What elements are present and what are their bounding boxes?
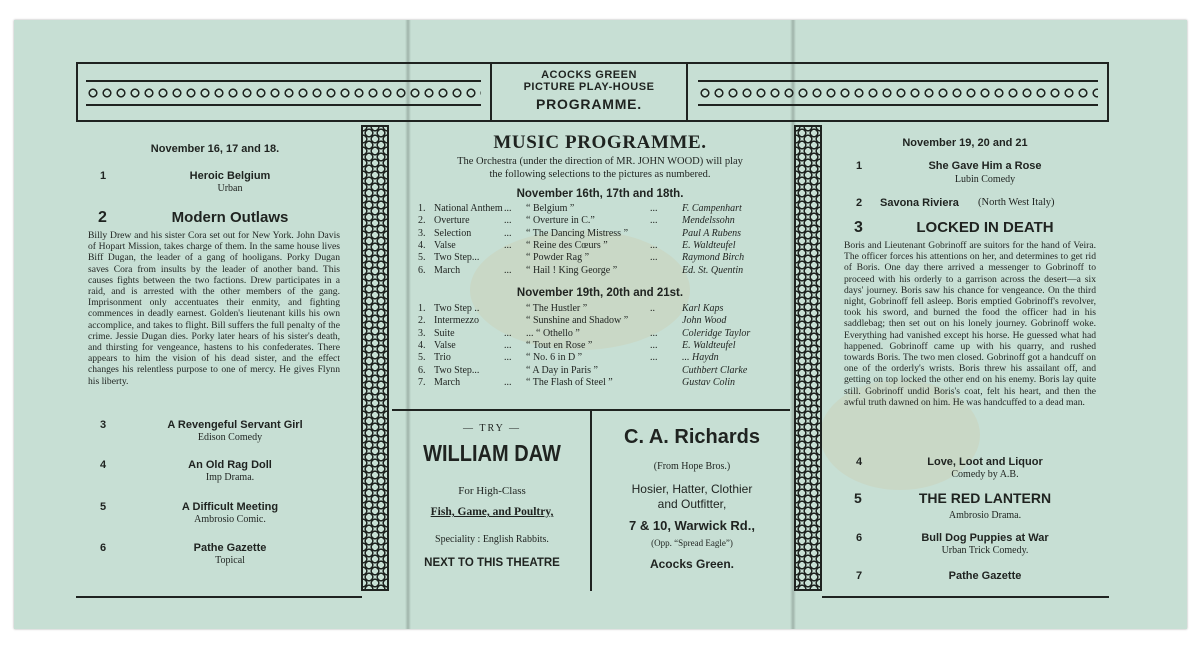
music-row [418,377,778,389]
music-row-number: 6. [418,264,426,276]
header-line3: PROGRAMME. [536,96,642,112]
music-row-composer: John Wood [682,315,727,327]
right-item-2-caption: (North West Italy) [978,197,1055,208]
music-row-composer: ... Haydn [682,352,719,364]
right-item-3-num: 3 [854,219,863,236]
music-row-kind: Selection [434,227,472,239]
music-row-number: 5. [418,352,426,364]
music-row [418,215,778,227]
music-row-number: 3. [418,327,426,339]
right-item-6-title: Bull Dog Puppies at War [921,532,1049,544]
music-row-kind: Valse [434,339,456,351]
right-item-5-num: 5 [854,490,862,506]
music-row-number: 5. [418,252,426,264]
music-row-kind: Intermezzo [434,315,479,327]
music-row-piece: “ Sunshine and Shadow ” [526,315,629,327]
music-row-piece: “ A Day in Paris ” [526,364,598,376]
music-intro-line2: the following selections to the pictures as numbered. [489,169,711,180]
right-item-2-title: Savona Riviera [880,197,959,209]
right-heading: November 19, 20 and 21 [902,137,1028,149]
music-row-dots: ... [650,215,658,227]
music-row [418,328,778,340]
right-item-7-title: Pathe Gazette [948,570,1022,582]
left-item-3-num: 3 [100,419,107,431]
music-row [418,203,778,215]
right-item-4-num: 4 [856,456,863,468]
richards-trade1: Hosier, Hatter, Clothier [631,482,753,496]
music-row-kind: Suite [434,327,455,339]
music-row-kind: Overture [434,215,470,227]
right-item-3-title: LOCKED IN DEATH [916,219,1054,236]
right-item-4-title: Love, Loot and Liquor [927,456,1043,468]
music-row-piece: “ The Hustler ” [526,303,588,314]
music-row-number: 1. [418,203,426,214]
music-row-piece: “ Reine des Cœurs ” [526,239,608,251]
daw-goods: Fish, Game, and Poultry, [430,506,554,518]
right-item-6-caption: Urban Trick Comedy. [941,545,1029,556]
music-row-number: 1. [418,303,426,314]
music-row-dots: ... [504,227,512,239]
left-item-1-caption: Urban [217,183,243,194]
music-set1-heading: November 16th, 17th and 18th. [516,188,684,200]
left-item-2-num: 2 [98,209,107,226]
left-synopsis: Billy Drew and his sister Cora set out for New York. John Davis of Hopart Mission, takes charge of them. In the same house lives Biff Dugan, the leader of a gang of hooligans. Porky Dugan saves Cora from insults by the leader of another band. This causes fights between the two factions. Drew participates in a raid, and is arrested with the other members of the gang. Imprisonment only accentuates their enmity, and fighting commences in deadly earnest. Golden's lieutenant kills his own accomplice, and takes to flight. Bill suffers the full penalty of the crime. Jessie Dugan dies. Porky later hears of his sister's death, and thirsting for vengeance, hastens to his confederates. There appears to him the vision of his dead sister, and the effect changes his relentless purpose to one of mercy. He gives Flynn his liberty. [88,230,340,387]
left-item-5-num: 5 [100,501,107,513]
music-row-dots: ... [504,376,512,388]
header-line1: ACOCKS GREEN [541,69,637,81]
music-row-kind: Valse [434,239,456,251]
left-item-6-num: 6 [100,542,107,554]
left-item-4-num: 4 [100,459,107,471]
decorative-chain-left [361,125,389,591]
music-row-composer: Coleridge Taylor [682,327,751,339]
music-row-composer: Raymond Birch [682,252,745,264]
music-row-composer: Gustav Colin [682,376,736,388]
richards-from: (From Hope Bros.) [653,461,731,472]
music-row-piece: “ The Dancing Mistress ” [526,227,629,239]
music-row-dots: ... [504,327,512,339]
music-row-dots: ... [650,203,658,214]
right-item-7-num: 7 [856,570,863,582]
richards-name: C. A. Richards [624,426,760,448]
music-row-kind: Two Step... [434,364,480,376]
right-item-2-num: 2 [856,197,863,209]
music-row-composer: E. Waldteufel [682,239,736,251]
greek-key-border-left [86,80,481,106]
right-item-5-title: THE RED LANTERN [918,490,1052,506]
music-row-dots: ... [650,327,658,339]
music-row [418,252,778,264]
right-item-5-caption: Ambrosio Drama. [948,510,1022,521]
music-row-composer: Mendelssohn [682,215,735,227]
header-title-block [490,62,688,122]
left-heading: November 16, 17 and 18. [150,143,280,155]
music-row [418,340,778,352]
music-row-kind: Trio [434,352,451,364]
music-row-dots: ... [504,215,512,227]
music-row-composer: Cuthbert Clarke [682,364,748,376]
music-row-piece: ... “ Othello ” [526,327,580,339]
daw-for: For High-Class [458,485,526,497]
music-row-dots: ... [504,239,512,251]
music-row-dots: ... [650,239,658,251]
music-row-piece: “ Hail ! King George ” [526,264,618,276]
music-row-piece: “ Overture in C.” [526,215,595,227]
music-row [418,352,778,364]
left-item-5-caption: Ambrosio Comic. [194,514,266,525]
bottom-rule-right [822,596,1109,598]
left-item-6-caption: Topical [215,555,245,566]
right-item-4-caption: Comedy by A.B. [951,469,1019,480]
music-row-kind: Two Step... [434,252,480,264]
music-row-number: 6. [418,364,426,376]
music-row-kind: March [434,264,461,276]
daw-speciality: Speciality : English Rabbits. [435,534,549,545]
music-row-piece: “ No. 6 in D ” [526,352,583,364]
daw-name: WILLIAM DAW [423,441,561,467]
music-row-composer: Paul A Rubens [682,227,742,239]
music-row-number: 2. [418,215,426,227]
music-row [418,228,778,240]
richards-address: 7 & 10, Warwick Rd., [629,518,755,533]
music-row-kind: March [434,376,461,388]
richards-town: Acocks Green. [649,557,735,571]
music-row-number: 7. [418,376,426,388]
left-item-3-caption: Edison Comedy [197,432,263,443]
music-row [418,303,778,315]
music-row-dots: ... [650,252,658,264]
bottom-rule-left [76,596,362,598]
music-programme-title: MUSIC PROGRAMME. [493,132,707,153]
music-row-composer: F. Campenhart [682,203,742,214]
music-row-dots: ... [504,339,512,351]
music-row-dots: .. [650,303,655,314]
music-row-composer: E. Waldteufel [682,339,736,351]
richards-opp: (Opp. “Spread Eagle”) [651,538,733,548]
left-item-4-title: An Old Rag Doll [188,459,272,471]
music-row [418,240,778,252]
left-item-5-title: A Difficult Meeting [181,501,279,513]
music-row-number: 4. [418,339,426,351]
ads-divider [590,409,592,591]
music-set2-heading: November 19th, 20th and 21st. [516,287,684,299]
music-row [418,265,778,277]
music-row-dots: ... [504,352,512,364]
music-row-piece: “ The Flash of Steel ” [526,376,613,388]
music-row [418,315,778,327]
music-row-number: 2. [418,315,426,327]
left-item-1-num: 1 [100,170,107,182]
right-synopsis: Boris and Lieutenant Gobrinoff are suitors for the hand of Veira. The officer forces his attentions on her, and determines to get rid of Boris. One day there arrived a messenger to Gobrinoff to proceed with his orderly to a garrison across the desert—a six days' journey. Boris saw his chance for vengeance. On the third night, Gobrinoff fell asleep. Boris emptied Gobrinoff's revolver, took his sword, and burned the food the officer had in his saddlebag; then set out on his lonely journey. Gobrinoff woke. Everything had vanished except his horse. He guessed what had happened. Gobrinoff came up with his quarry, and rushed towards Boris. The two men closed. Gobrinoff got a handcuff on one of the orderly's wrists. Boris threw his assailant off, and getting on top locked the other end on his enemy. Boris lay quite still. Gobrinoff undid Boris's coat, felt his heart, and then the awful truth dawned on him. He was handcuffed to a dead man. [844,240,1096,408]
daw-try: — TRY — [463,423,521,434]
music-row-composer: Ed. St. Quentin [682,264,744,276]
right-item-6-num: 6 [856,532,863,544]
music-row-dots: ... [504,264,512,276]
music-row-dots: ... [650,352,658,364]
right-item-1-num: 1 [856,160,863,172]
left-item-4-caption: Imp Drama. [205,472,255,483]
left-item-3-title: A Revengeful Servant Girl [167,419,303,431]
header-line2: PICTURE PLAY-HOUSE [523,81,655,93]
right-item-1-caption: Lubin Comedy [954,174,1016,185]
music-row-number: 4. [418,239,426,251]
richards-trade2: and Outfitter, [657,497,727,511]
music-row-kind: Two Step .. [434,303,480,314]
right-item-1-title: She Gave Him a Rose [928,160,1042,172]
left-item-1-title: Heroic Belgium [189,170,271,182]
daw-location: NEXT TO THIS THEATRE [424,557,560,569]
music-row-dots: ... [650,339,658,351]
music-row-kind: National Anthem [434,203,503,214]
music-intro-line1: The Orchestra (under the direction of MR. JOHN WOOD) will play [457,156,743,167]
music-row-piece: “ Tout en Rose ” [526,339,593,351]
music-row-dots: ... [504,203,512,214]
left-item-2-title: Modern Outlaws [171,209,289,226]
music-row-number: 3. [418,227,426,239]
music-row-composer: Karl Kaps [682,303,724,314]
music-row-piece: “ Belgium ” [526,203,575,214]
music-row [418,365,778,377]
left-item-6-title: Pathe Gazette [193,542,267,554]
greek-key-border-right [698,80,1098,106]
music-row-piece: “ Powder Rag ” [526,252,590,264]
